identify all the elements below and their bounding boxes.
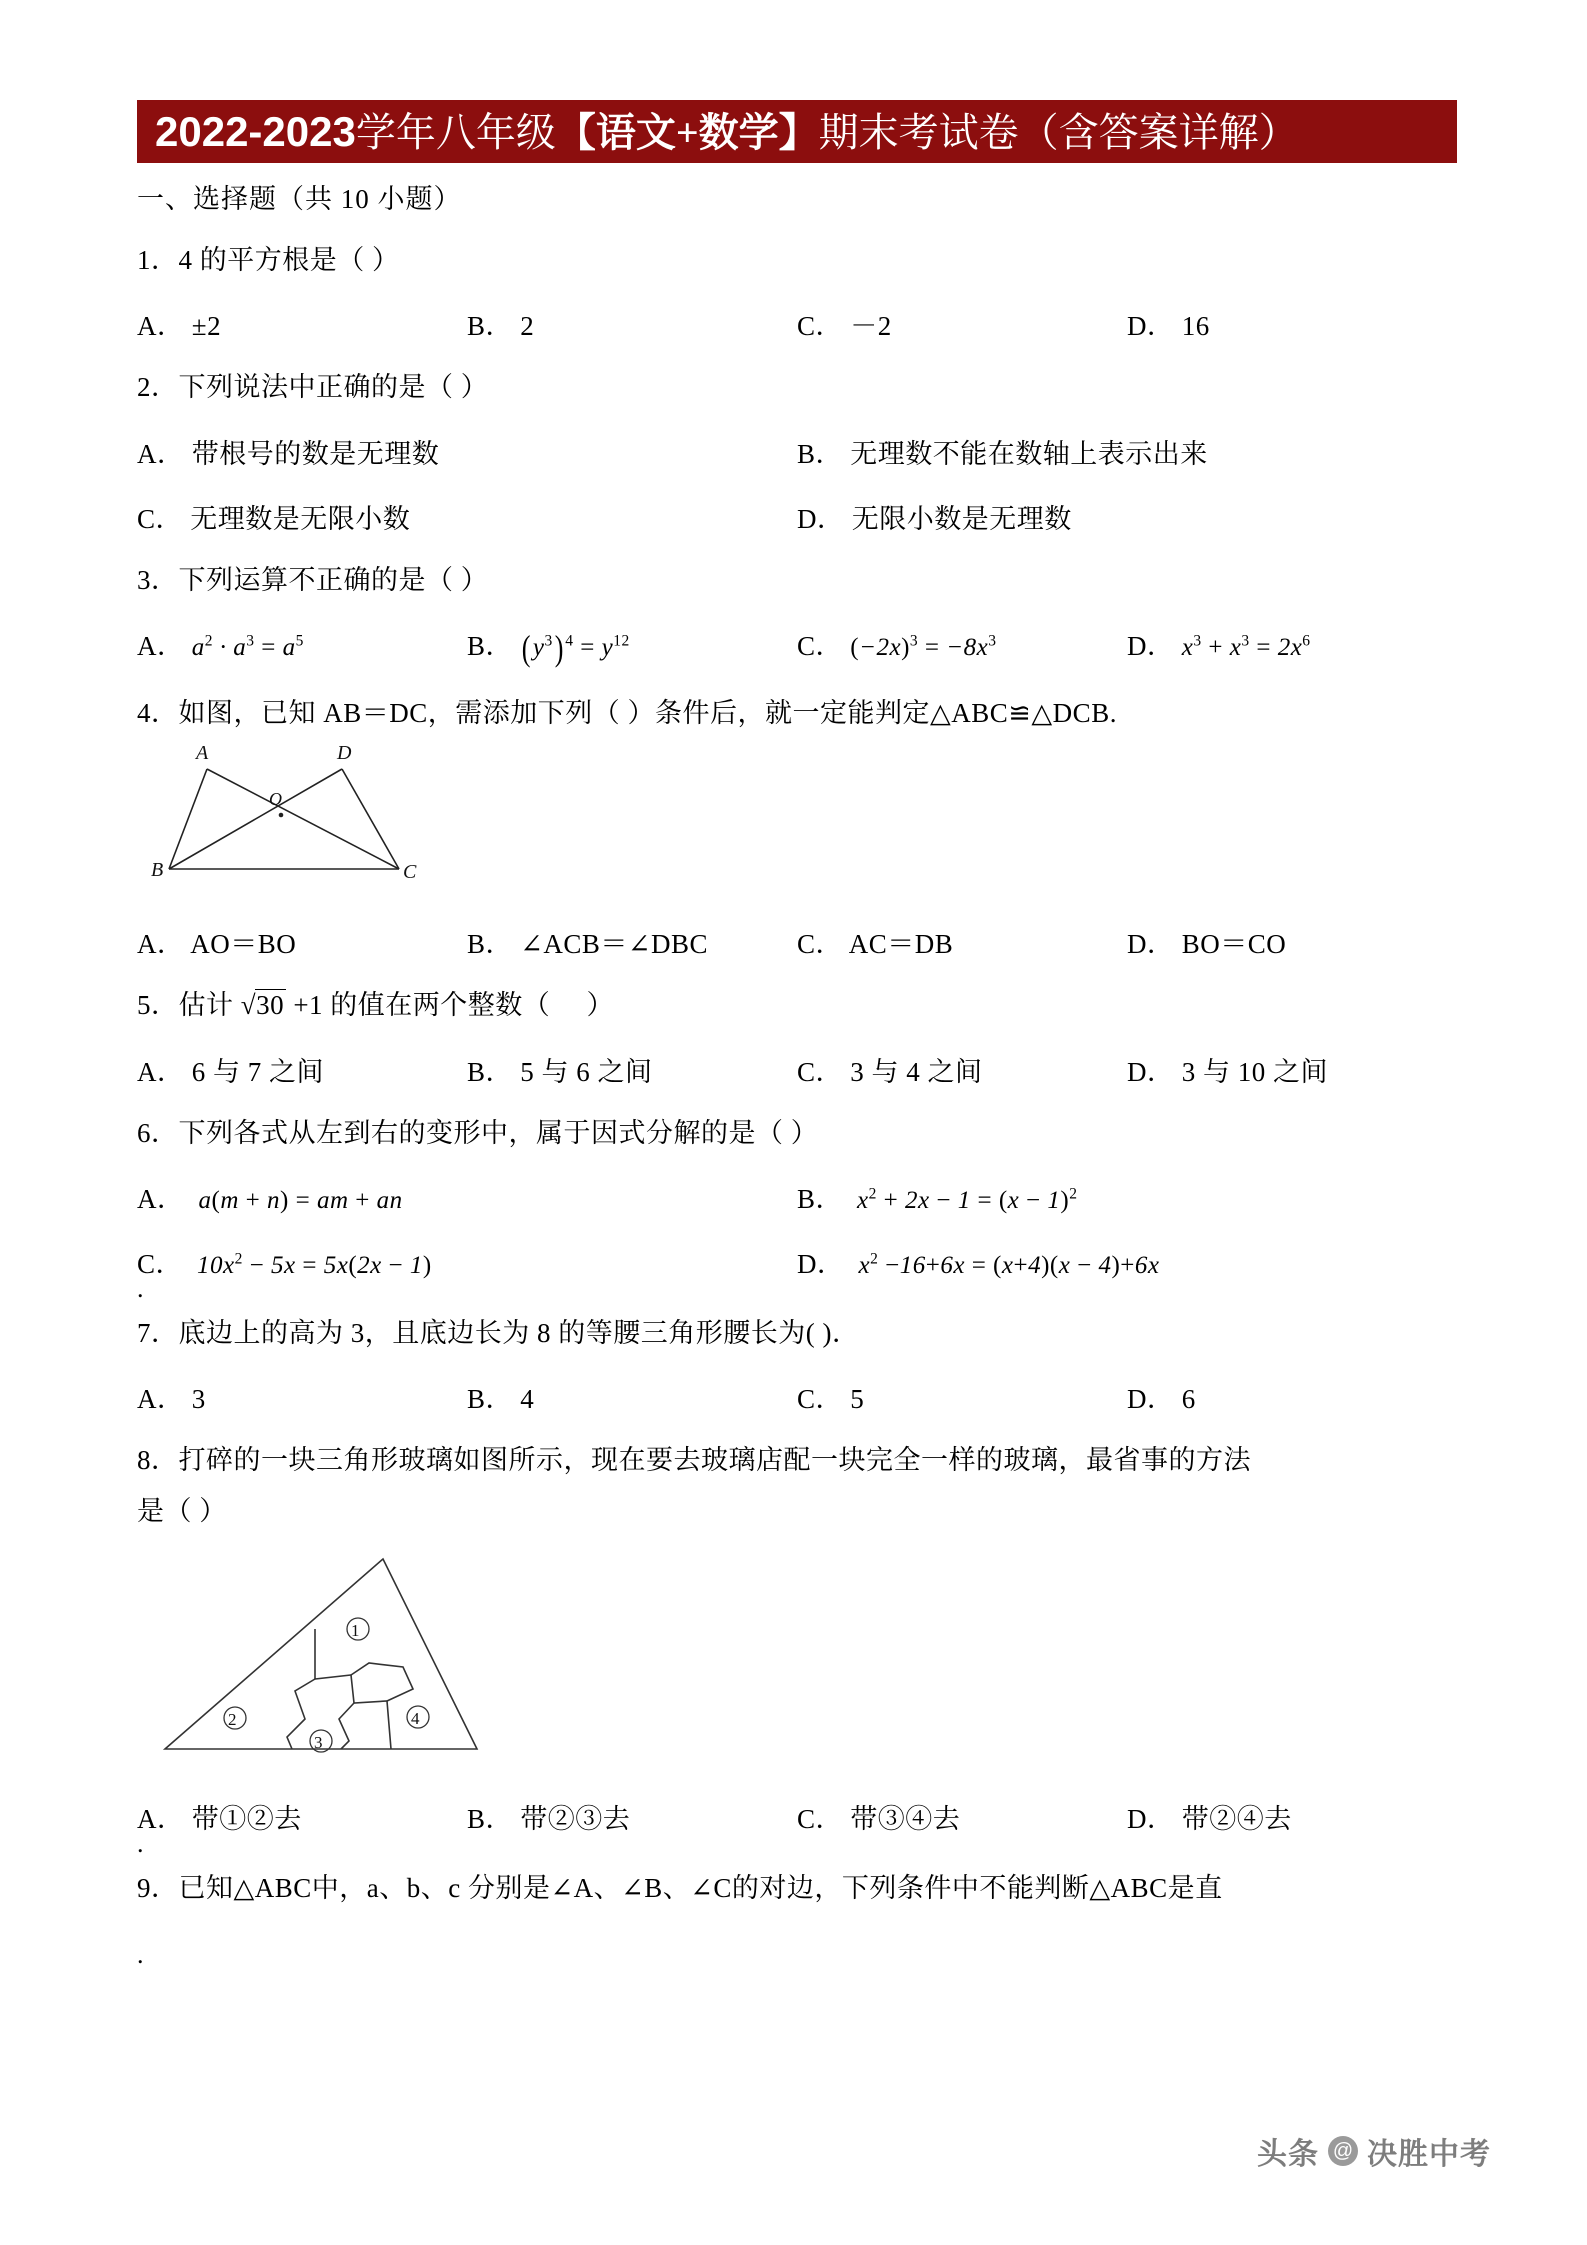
- question-2-stem: [137, 369, 1457, 405]
- question-3-option-d-formula: $x^3 + x^3 = 2x^6$: [1181, 632, 1311, 662]
- question-8-text-line1: 打碎的一块三角形玻璃如图所示，现在要去玻璃店配一块完全一样的玻璃，最省事的方法: [178, 1445, 1251, 1476]
- svg-text:D: D: [337, 742, 352, 765]
- question-2-option-c[interactable]: C． 无理数是无限小数: [137, 503, 411, 534]
- question-3-option-b-formula: $(y^3) ^4 = y^{12}$: [522, 627, 630, 668]
- question-2-option-d[interactable]: D． 无限小数是无理数: [797, 503, 1072, 534]
- question-3-option-b[interactable]: B． $(y^3) ^4 = y^{12}$: [467, 627, 630, 668]
- question-3-stem: [137, 562, 1457, 598]
- watermark: [1257, 2129, 1491, 2173]
- question-5-number: 5．: [137, 990, 179, 1021]
- question-5-options: [137, 1050, 1457, 1089]
- question-3-option-c-formula: $(-2x)^3 = -8x^3$: [850, 632, 997, 662]
- question-7-stem: [137, 1315, 1457, 1351]
- question-1-text: 4 的平方根是（ ）: [178, 245, 400, 275]
- question-6-option-a[interactable]: A． a(m + n) = am + an: [137, 1183, 403, 1214]
- question-1-number: 1．: [137, 245, 179, 275]
- question-3-number: 3．: [137, 564, 179, 595]
- question-6-option-c-formula: $10x^2 - 5x = 5x(2x - 1)$: [190, 1250, 432, 1279]
- watermark-brand: 头条: [1257, 2138, 1319, 2171]
- question-6-options-row1: [137, 1177, 1457, 1216]
- question-6-options-row2: [137, 1242, 1457, 1281]
- question-4-number: 4．: [137, 697, 179, 728]
- question-3-option-c[interactable]: C． $(-2x)^3 = -8x^3$: [797, 631, 997, 662]
- question-2-option-b[interactable]: B． 无理数不能在数轴上表示出来: [797, 438, 1208, 469]
- title-suffix: 期末考试卷（含答案详解）: [818, 110, 1299, 155]
- question-8-figure: [155, 1551, 1457, 1771]
- question-6-option-a-formula: a(m + n) = am + an: [191, 1186, 403, 1214]
- question-1-option-b[interactable]: B． 2: [467, 311, 535, 342]
- title-subjects: 【语文+数学】: [555, 110, 819, 155]
- question-9-stray-mark: .: [137, 1939, 144, 1969]
- svg-text:C: C: [403, 861, 417, 884]
- question-2-option-a[interactable]: A． 带根号的数是无理数: [137, 438, 440, 469]
- question-4-options: [137, 922, 1457, 961]
- title-grade: 学年八年级: [355, 110, 556, 155]
- question-8-text-line2: 是（ ）: [137, 1495, 227, 1526]
- svg-text:B: B: [151, 859, 164, 882]
- question-3-option-a-formula: $a^2 \cdot a^3 = a^5$: [191, 632, 304, 662]
- question-5-stem: 5．估计 √30 +1 的值在两个整数（ ）: [137, 987, 1457, 1023]
- svg-text:A: A: [196, 742, 209, 765]
- question-6-option-b[interactable]: B． $x^2 + 2x - 1 = (x - 1)^2$: [797, 1183, 1078, 1214]
- question-8-options: [137, 1797, 1457, 1836]
- question-4-option-b[interactable]: B． ∠ACB＝∠DBC: [467, 929, 709, 960]
- question-2-options-row2: [137, 497, 1457, 536]
- question-8-stray-mark: .: [137, 1829, 144, 1859]
- question-6-stem: [137, 1115, 1457, 1151]
- question-6-option-d[interactable]: D． $x^2 -16+6x = (x+4)(x - 4)+6x$: [797, 1248, 1160, 1279]
- question-3-options: [137, 624, 1457, 668]
- question-3-text: 下列运算不正确的是（ ）: [178, 564, 489, 595]
- question-7-options: [137, 1377, 1457, 1416]
- question-8-option-a[interactable]: A． 带①②去: [137, 1804, 302, 1835]
- question-7-number: 7．: [137, 1317, 179, 1348]
- question-1-option-d[interactable]: D． 16: [1127, 311, 1210, 342]
- question-5-option-c[interactable]: C． 3 与 4 之间: [797, 1056, 983, 1087]
- question-4-stem: [137, 695, 1457, 731]
- question-4-option-a[interactable]: A． AO＝BO: [137, 929, 297, 960]
- question-8-number: 8．: [137, 1445, 179, 1476]
- question-2-options-row1: [137, 432, 1457, 471]
- question-9-stem: [137, 1870, 1457, 1906]
- question-8-stem-line2: [137, 1493, 1457, 1529]
- svg-text:4: 4: [411, 1709, 420, 1729]
- question-6-stray-mark: .: [137, 1273, 144, 1303]
- section-heading: 一、选择题（共 10 小题）: [137, 184, 462, 214]
- question-7-option-d[interactable]: D． 6: [1127, 1384, 1196, 1415]
- question-8-option-b[interactable]: B． 带②③去: [467, 1804, 631, 1835]
- question-7-text: 底边上的高为 3，且底边长为 8 的等腰三角形腰长为( )．: [178, 1317, 860, 1348]
- question-8-stem: [137, 1442, 1457, 1478]
- watermark-at-icon: @: [1328, 2136, 1358, 2166]
- question-5-option-b[interactable]: B． 5 与 6 之间: [467, 1056, 653, 1087]
- question-8-option-c[interactable]: C． 带③④去: [797, 1804, 961, 1835]
- question-6-option-d-formula: $x^2 -16+6x = (x+4)(x - 4)+6x$: [851, 1250, 1160, 1279]
- question-4-text: 如图，已知 AB＝DC，需添加下列（ ）条件后，就一定能判定△ABC≌△DCB.: [178, 697, 1117, 728]
- question-6-text: 下列各式从左到右的变形中，属于因式分解的是（ ）: [178, 1117, 819, 1148]
- question-1-stem: [137, 242, 1457, 278]
- title-year: 2022-2023: [155, 108, 356, 155]
- question-8-option-d[interactable]: D． 带②④去: [1127, 1804, 1292, 1835]
- question-6-number: 6．: [137, 1117, 179, 1148]
- question-2-text: 下列说法中正确的是（ ）: [178, 372, 489, 403]
- question-1-options: [137, 304, 1457, 343]
- question-3-option-a[interactable]: A． $a^2 \cdot a^3 = a^5$: [137, 631, 304, 662]
- sqrt-30-expression: √30: [240, 990, 285, 1021]
- question-7-option-b[interactable]: B． 4: [467, 1384, 535, 1415]
- question-4-option-c[interactable]: C． AC＝DB: [797, 929, 954, 960]
- svg-text:1: 1: [351, 1621, 360, 1641]
- question-7-option-c[interactable]: C． 5: [797, 1384, 865, 1415]
- question-4-figure: [147, 741, 1457, 896]
- question-3-option-d[interactable]: D． $x^3 + x^3 = 2x^6$: [1127, 631, 1311, 662]
- watermark-account-name: 决胜中考: [1367, 2138, 1491, 2171]
- question-1-option-c[interactable]: C． －2: [797, 311, 892, 342]
- svg-text:3: 3: [314, 1733, 323, 1753]
- question-7-option-a[interactable]: A． 3: [137, 1384, 206, 1415]
- question-5-option-a[interactable]: A． 6 与 7 之间: [137, 1056, 324, 1087]
- document-title-banner: [137, 100, 1457, 163]
- question-1-option-a[interactable]: A． ±2: [137, 311, 222, 342]
- question-2-number: 2．: [137, 372, 179, 403]
- question-6-option-c[interactable]: C． $10x^2 - 5x = 5x(2x - 1)$: [137, 1248, 432, 1279]
- question-6-option-b-formula: $x^2 + 2x - 1 = (x - 1)^2$: [850, 1185, 1078, 1214]
- svg-text:2: 2: [228, 1710, 237, 1730]
- question-4-option-d[interactable]: D． BO＝CO: [1127, 929, 1287, 960]
- question-5-option-d[interactable]: D． 3 与 10 之间: [1127, 1056, 1328, 1087]
- question-9-text-line1: 已知△ABC中，a、b、c 分别是∠A、∠B、∠C的对边，下列条件中不能判断△ABC是直: [178, 1873, 1223, 1904]
- document-content: [137, 100, 1457, 1969]
- question-9-number: 9．: [137, 1873, 179, 1904]
- svg-text:O: O: [269, 789, 282, 810]
